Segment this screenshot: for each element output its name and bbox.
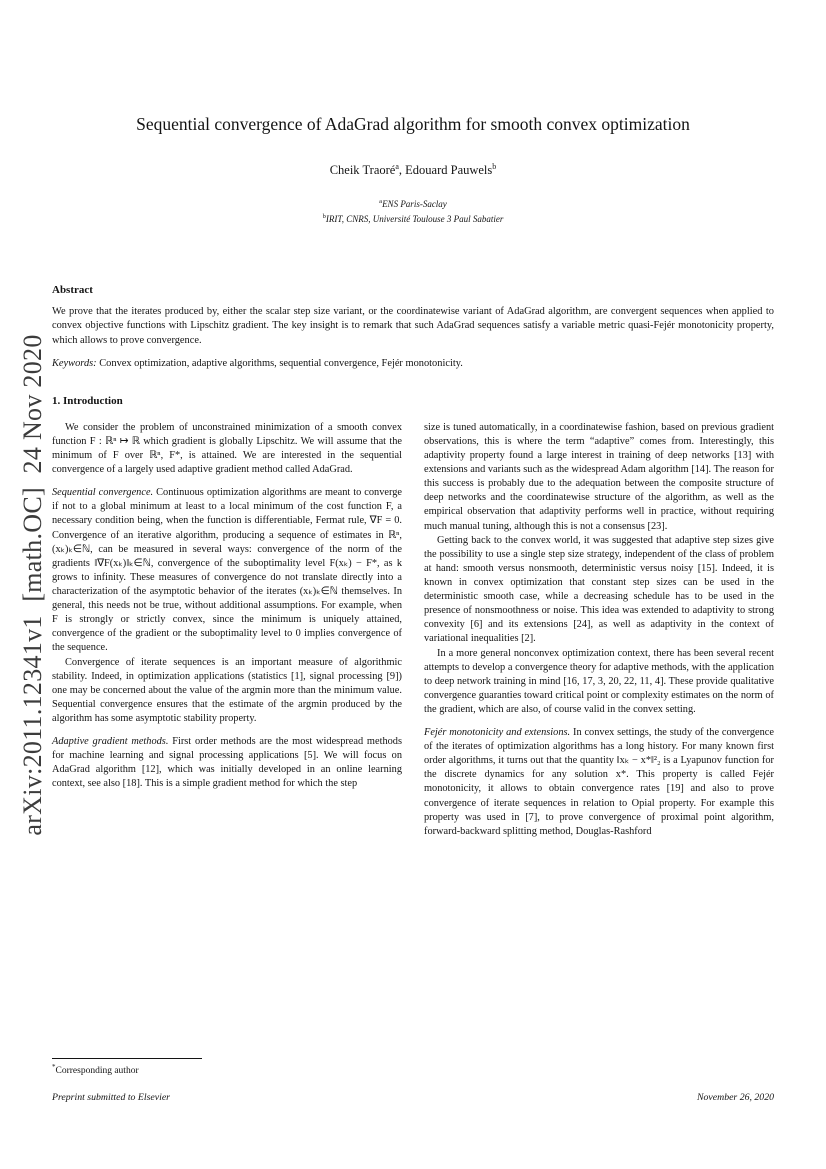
affiliation-line (0, 197, 826, 211)
authors-line (0, 162, 826, 178)
footnote-marker: * (52, 1063, 56, 1071)
author-name: Cheik Traoré (329, 163, 396, 178)
paragraph-sequential-convergence (52, 486, 402, 655)
paragraph-text: In convex settings, the study of the convergence of the iterates of optimization algorithms has a long history. For many known first order algorithms, it turns out that the quantity ‖xₖ − x*‖²₂ is a Lyapunov function for the discrete dynamics for any solution x*. This property is called Fejér monotonicity, it allows to obtain convergence rates [19] and also to prove convergence of iterate sequences in relation to Opial property. For example this property was used in [7], to prove convergence of proximal point algorithm, forward-backward splitting method, Douglas-Rashford (424, 727, 774, 837)
paragraph-fejer-monotonicity (424, 726, 774, 839)
paragraph: We consider the problem of unconstrained minimization of a smooth convex function F : ℝⁿ ↦ ℝ which gradient is globally Lipschitz. We will assume that the minimum of F over ℝⁿ, F*, is attained. We are interested in the sequential convergence of a largely used adaptive gradient method called AdaGrad. (52, 421, 402, 476)
affiliation-mark: b (322, 212, 326, 220)
paragraph-text: Continuous optimization algorithms are meant to converge if not to a global minimum at least to a local minimum of the cost function F, a necessary condition being, when the function is differentiable, Fermat rule, ∇F = 0. Convergence of an iterative algorithm, producing a sequence of estimates in ℝⁿ, (xₖ)ₖ∈ℕ, can be measured in several ways: convergence of the norm of the gradients ‖∇F(xₖ)‖ₖ∈ℕ, convergence of the suboptimality level F(xₖ) − F*, as k grows to infinity. These measures of convergence do not translate directly into a characterization of the asymptotic behavior of the iterates (xₖ)ₖ∈ℕ themselves. In general, this needs not be true, without additional assumptions. For example, when F is strongly or strictly convex, since the minimum is uniquely attained, convergence of the gradient or the suboptimality level to 0 implies convergence of the sequence. (52, 487, 402, 654)
paragraph-adaptive-gradient-methods (52, 735, 402, 791)
two-column-layout (52, 421, 774, 839)
affiliation-line (0, 212, 826, 226)
authors-separator: , (398, 163, 406, 178)
affiliation-mark: a (379, 198, 383, 206)
preprint-notice: Preprint submitted to Elsevier (52, 1092, 170, 1103)
author-affiliation-mark: a (395, 162, 399, 171)
keywords-label: Keywords: (52, 357, 97, 369)
left-column (52, 421, 402, 839)
paragraph-lead: Fejér monotonicity and extensions. (424, 727, 571, 739)
section-heading-introduction: 1. Introduction (52, 394, 123, 407)
paragraph-text: First order methods are the most widespread methods for machine learning and signal processing applications [5]. We will focus on AdaGrad algorithm [12], which was initially developed in an online learning context, see also [18]. This is a simple gradient method for which the step (52, 736, 402, 790)
author-name: Edouard Pauwels (405, 163, 493, 178)
paper-title: Sequential convergence of AdaGrad algorithm for smooth convex optimization (136, 114, 690, 134)
paragraph: Convergence of iterate sequences is an important measure of algorithmic stability. Indeed, in optimization applications (statistics [1], signal processing [9]) one may be concerned about the value of the argmin more than the minimum value. Sequential convergence ensures that the estimate of the argmin produced by the algorithm has some asymptotic stability property. (52, 656, 402, 724)
affiliation-text: IRIT, CNRS, Université Toulouse 3 Paul Sabatier (325, 213, 504, 224)
page-footline (52, 1092, 774, 1103)
abstract-heading: Abstract (52, 284, 93, 296)
footnote-rule (52, 1058, 202, 1059)
keywords-text: Convex optimization, adaptive algorithms, sequential convergence, Fejér monotonicity. (99, 357, 463, 369)
paper-header (0, 0, 826, 226)
right-column (424, 421, 774, 839)
affiliations (0, 197, 826, 226)
author-affiliation-mark: b (492, 162, 497, 171)
abstract-text: We prove that the iterates produced by, either the scalar step size variant, or the coordinatewise variant of AdaGrad algorithm, are convergent sequences when applied to convex objective functions with Lipschitz gradient. The key insight is to remark that such AdaGrad sequences satisfy a variable metric quasi-Fejér monotonicity property, which allows to prove convergence. (52, 306, 774, 346)
footline-date: November 26, 2020 (696, 1092, 774, 1103)
footnote-text (52, 1063, 202, 1076)
paragraph-lead: Sequential convergence. (52, 487, 154, 499)
arxiv-watermark: arXiv:2011.12341v1 [math.OC] 24 Nov 2020 (18, 334, 47, 836)
paper-body (52, 284, 774, 839)
paragraph: size is tuned automatically, in a coordinatewise fashion, based on previous gradient observations, this is where the term “adaptive” comes from. Interestingly, this adaptivity property found a large interest in training of deep networks [13] with extensions and variants such as the widespread Adam algorithm [14]. The reason for this success is probably due to the adequation between the composite structure of deep networks and the coordinatewise structure of the algorithm, as well as the empirical observation that adaptivity performs well in practice, without requiring much manual tuning, although this is not a consensus [23]. (424, 421, 774, 532)
paragraph: In a more general nonconvex optimization context, there has been several recent attempts to develop a convergence theory for adaptive methods, with the application to deep network training in mind [16, 17, 3, 20, 22, 11, 4]. These provide qualitative convergence guaranties toward critical point or complexity estimates on the norm of the gradient, which are also, of course valid in the convex setting. (424, 647, 774, 715)
corresponding-author-footnote (52, 1058, 202, 1076)
paragraph: Getting back to the convex world, it was suggested that adaptive step sizes give the possibility to use a single step size strategy, independent of the class of problem at hand: smooth versus nonsmooth, deterministic versus noisy [15]. Indeed, it is known in convex optimization that constant step sizes can be used in the deterministic smooth case, while a decreasing schedule has to be used in the presence of nonsmoothness or noise. This idea was extended to adaptivity to strong convexity [6] and its extensions [24], as well as adaptivity in the context of variational inequalities [2]. (424, 534, 774, 645)
paragraph-lead: Adaptive gradient methods. (52, 736, 169, 748)
affiliation-text: ENS Paris-Saclay (382, 199, 447, 210)
keywords-line (52, 358, 774, 369)
footnote-label: Corresponding author (55, 1066, 139, 1077)
